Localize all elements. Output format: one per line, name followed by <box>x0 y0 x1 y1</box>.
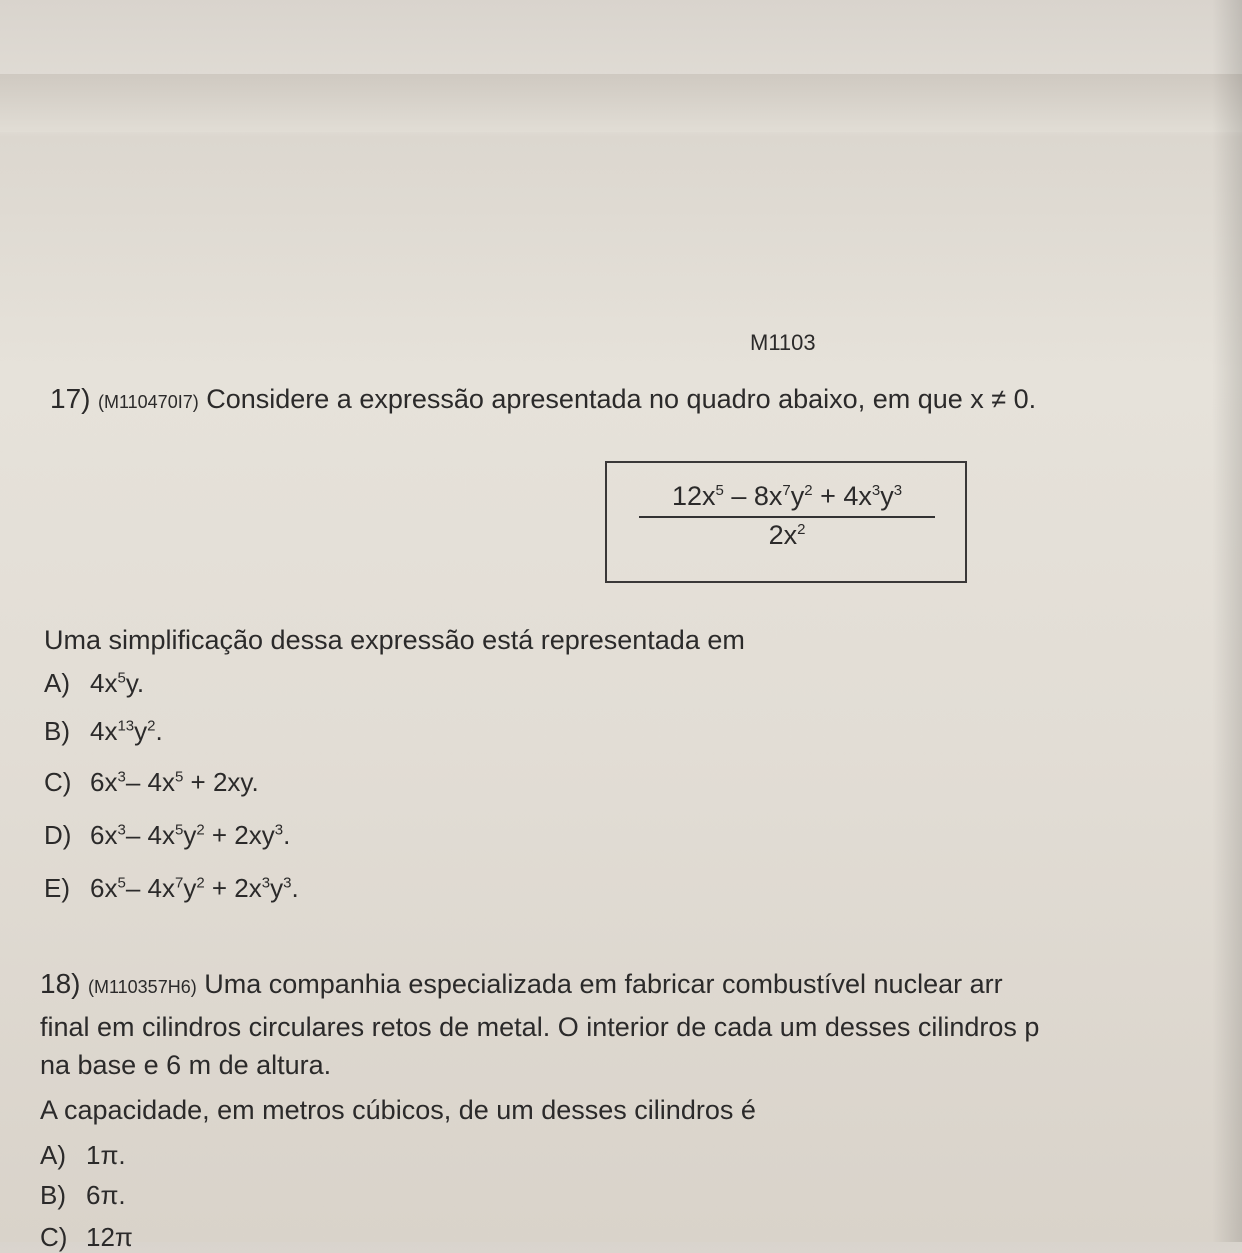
option-d[interactable]: D) $6x^3-$ $4x^5y^2 + 2xy^3$. <box>44 820 291 850</box>
option-a[interactable]: A) $4x^5y$. <box>44 668 145 698</box>
q18-option-c[interactable]: C) 12π <box>40 1222 133 1252</box>
question-text: Considere a expressão apresentada no quadro abaixo, em que x ≠ 0. <box>206 384 1037 414</box>
question-id: (M110470I7) <box>97 392 199 412</box>
option-b[interactable]: B) $4x^{13}y^2$. <box>44 716 163 746</box>
question-18-header <box>40 968 1003 1000</box>
question-text-line-1: Uma companhia especializada em fabricar combustível nuclear arr <box>204 969 1003 999</box>
header-code: M1103 <box>750 330 816 355</box>
fraction-denominator: $2x^2$ <box>768 520 806 550</box>
fraction-numerator: $12x^5 - 8x^7y^2 + 4x^3y^3$ <box>639 481 935 518</box>
question-text-line-3: na base e 6 m de altura. <box>40 1050 332 1080</box>
page-shadow <box>1212 0 1242 1242</box>
question-17-header <box>50 383 1036 415</box>
question-17-prompt: Uma simplificação dessa expressão está representada em <box>44 625 745 655</box>
question-number: 17) <box>50 383 91 414</box>
question-number: 18) <box>40 968 81 999</box>
option-e[interactable]: E) $6x^5-$ $4x^7y^2 + 2x^3y^3$. <box>44 873 299 903</box>
question-18-prompt: A capacidade, em metros cúbicos, de um desses cilindros é <box>40 1095 756 1125</box>
expression-box <box>605 461 967 583</box>
question-id: (M110357H6) <box>87 977 197 997</box>
q18-option-b[interactable]: B) 6π. <box>40 1180 126 1210</box>
question-text-line-2: final em cilindros circulares retos de metal. O interior de cada um desses cilindros p <box>40 1012 1040 1042</box>
q18-option-a[interactable]: A) 1π. <box>40 1140 126 1170</box>
option-c[interactable]: C) $6x^3-$ $4x^5 + 2xy$. <box>44 767 259 797</box>
fraction <box>639 481 935 551</box>
page-edge <box>0 74 1242 132</box>
